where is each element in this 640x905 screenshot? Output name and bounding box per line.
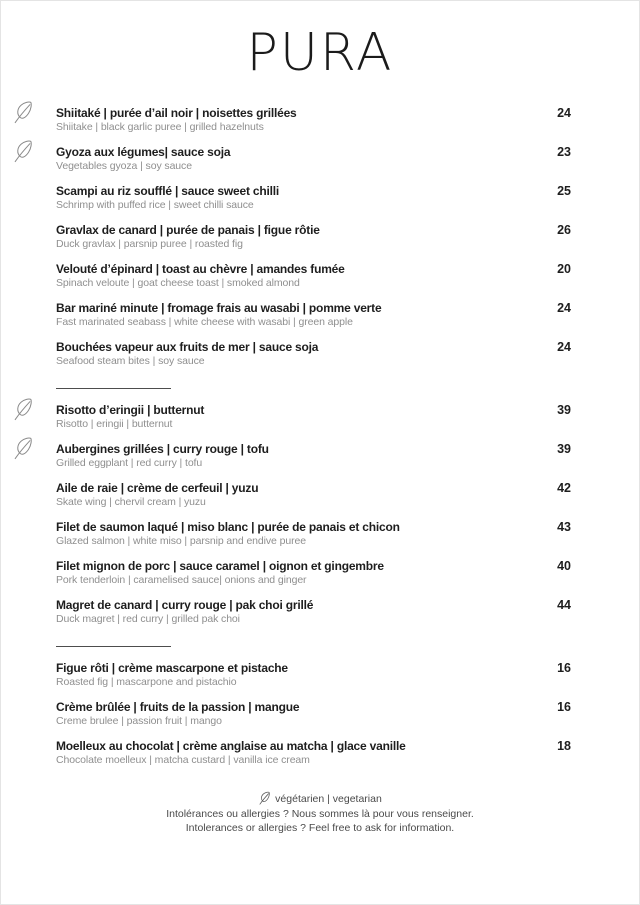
dish-title: Gravlax de canard | purée de panais | figue rôtie xyxy=(56,223,320,237)
dish-row xyxy=(56,339,571,355)
dish-title: Gyoza aux légumes| sauce soja xyxy=(56,145,231,159)
menu-item xyxy=(56,699,571,728)
dish-row xyxy=(56,519,571,535)
dish-subtitle: Fast marinated seabass | white cheese with wasabi | green apple xyxy=(56,316,353,328)
menu xyxy=(56,105,571,767)
vegetarian-leaf-icon xyxy=(12,100,34,124)
dish-row xyxy=(56,699,571,715)
dish-title: Filet mignon de porc | sauce caramel | oignon et gingembre xyxy=(56,559,384,573)
dish-title: Filet de saumon laqué | miso blanc | purée de panais et chicon xyxy=(56,520,400,534)
dish-row xyxy=(56,144,571,160)
dish-row xyxy=(56,597,571,613)
vegetarian-leaf-icon xyxy=(12,139,34,163)
menu-item xyxy=(56,261,571,290)
dish-row xyxy=(56,480,571,496)
dish-title: Bar mariné minute | fromage frais au wasabi | pomme verte xyxy=(56,301,382,315)
dish-row xyxy=(56,660,571,676)
dish-title: Shiitaké | purée d’ail noir | noisettes grillées xyxy=(56,106,297,120)
dish-price: 24 xyxy=(557,301,571,315)
dish-row xyxy=(56,441,571,457)
menu-item xyxy=(56,519,571,548)
dish-row xyxy=(56,105,571,121)
vegetarian-leaf-icon xyxy=(12,436,34,460)
dish-price: 26 xyxy=(557,223,571,237)
dish-row xyxy=(56,300,571,316)
menu-item xyxy=(56,558,571,587)
dish-row xyxy=(56,261,571,277)
menu-item xyxy=(56,402,571,431)
dish-title: Aubergines grillées | curry rouge | tofu xyxy=(56,442,269,456)
dish-title: Magret de canard | curry rouge | pak choi grillé xyxy=(56,598,314,612)
dish-price: 16 xyxy=(557,700,571,714)
dish-title: Bouchées vapeur aux fruits de mer | sauce soja xyxy=(56,340,319,354)
menu-item xyxy=(56,738,571,767)
dish-price: 25 xyxy=(557,184,571,198)
dish-subtitle: Shiitake | black garlic puree | grilled hazelnuts xyxy=(56,121,264,133)
dish-subtitle: Creme brulee | passion fruit | mango xyxy=(56,715,222,727)
section-divider xyxy=(56,646,171,647)
dish-price: 18 xyxy=(557,739,571,753)
dish-subtitle: Roasted fig | mascarpone and pistachio xyxy=(56,676,237,688)
menu-item xyxy=(56,339,571,368)
dish-price: 24 xyxy=(557,340,571,354)
dish-subtitle: Schrimp with puffed rice | sweet chilli sauce xyxy=(56,199,254,211)
dish-subtitle: Seafood steam bites | soy sauce xyxy=(56,355,205,367)
vegetarian-leaf-icon xyxy=(12,397,34,421)
dish-title: Crème brûlée | fruits de la passion | mangue xyxy=(56,700,300,714)
dish-subtitle: Vegetables gyoza | soy sauce xyxy=(56,160,192,172)
dish-title: Moelleux au chocolat | crème anglaise au matcha | glace vanille xyxy=(56,739,406,753)
menu-item xyxy=(56,183,571,212)
dish-subtitle: Duck magret | red curry | grilled pak choi xyxy=(56,613,240,625)
dish-row xyxy=(56,738,571,754)
dish-price: 39 xyxy=(557,442,571,456)
menu-item xyxy=(56,222,571,251)
dish-subtitle: Glazed salmon | white miso | parsnip and endive puree xyxy=(56,535,306,547)
menu-item xyxy=(56,300,571,329)
allergy-note-en: Intolerances or allergies ? Feel free to ask for information. xyxy=(185,822,455,834)
dish-subtitle: Pork tenderloin | caramelised sauce| onions and ginger xyxy=(56,574,307,586)
dish-subtitle: Grilled eggplant | red curry | tofu xyxy=(56,457,203,469)
menu-item xyxy=(56,480,571,509)
dish-price: 40 xyxy=(557,559,571,573)
dish-row xyxy=(56,402,571,418)
menu-item xyxy=(56,105,571,134)
dish-price: 43 xyxy=(557,520,571,534)
dish-subtitle: Skate wing | chervil cream | yuzu xyxy=(56,496,206,508)
dish-title: Risotto d’eringii | butternut xyxy=(56,403,205,417)
dish-title: Figue rôti | crème mascarpone et pistache xyxy=(56,661,288,675)
dish-price: 39 xyxy=(557,403,571,417)
dish-row xyxy=(56,183,571,199)
dish-subtitle: Risotto | eringii | butternut xyxy=(56,418,173,430)
allergy-note-fr: Intolérances ou allergies ? Nous sommes là pour vous renseigner. xyxy=(166,807,474,820)
menu-item xyxy=(56,144,571,173)
dish-title: Velouté d’épinard | toast au chèvre | amandes fumée xyxy=(56,262,345,276)
dish-title: Aile de raie | crème de cerfeuil | yuzu xyxy=(56,481,259,495)
dish-subtitle: Spinach veloute | goat cheese toast | smoked almond xyxy=(56,277,300,289)
dish-price: 24 xyxy=(557,106,571,120)
dish-subtitle: Chocolate moelleux | matcha custard | vanilla ice cream xyxy=(56,754,310,766)
dish-row xyxy=(56,558,571,574)
dish-price: 20 xyxy=(557,262,571,276)
menu-item xyxy=(56,660,571,689)
dish-title: Scampi au riz soufflé | sauce sweet chilli xyxy=(56,184,280,198)
menu-item xyxy=(56,441,571,470)
dish-row xyxy=(56,222,571,238)
menu-footer xyxy=(1,791,639,836)
vegetarian-note xyxy=(1,791,639,807)
vegetarian-leaf-icon xyxy=(258,791,271,805)
restaurant-logo: PURA xyxy=(246,23,394,83)
section-divider xyxy=(56,388,171,389)
menu-item xyxy=(56,597,571,626)
vegetarian-note-label: végétarien | vegetarian xyxy=(275,793,382,805)
dish-price: 42 xyxy=(557,481,571,495)
dish-price: 23 xyxy=(557,145,571,159)
dish-subtitle: Duck gravlax | parsnip puree | roasted fig xyxy=(56,238,243,250)
dish-price: 16 xyxy=(557,661,571,675)
dish-price: 44 xyxy=(557,598,571,612)
